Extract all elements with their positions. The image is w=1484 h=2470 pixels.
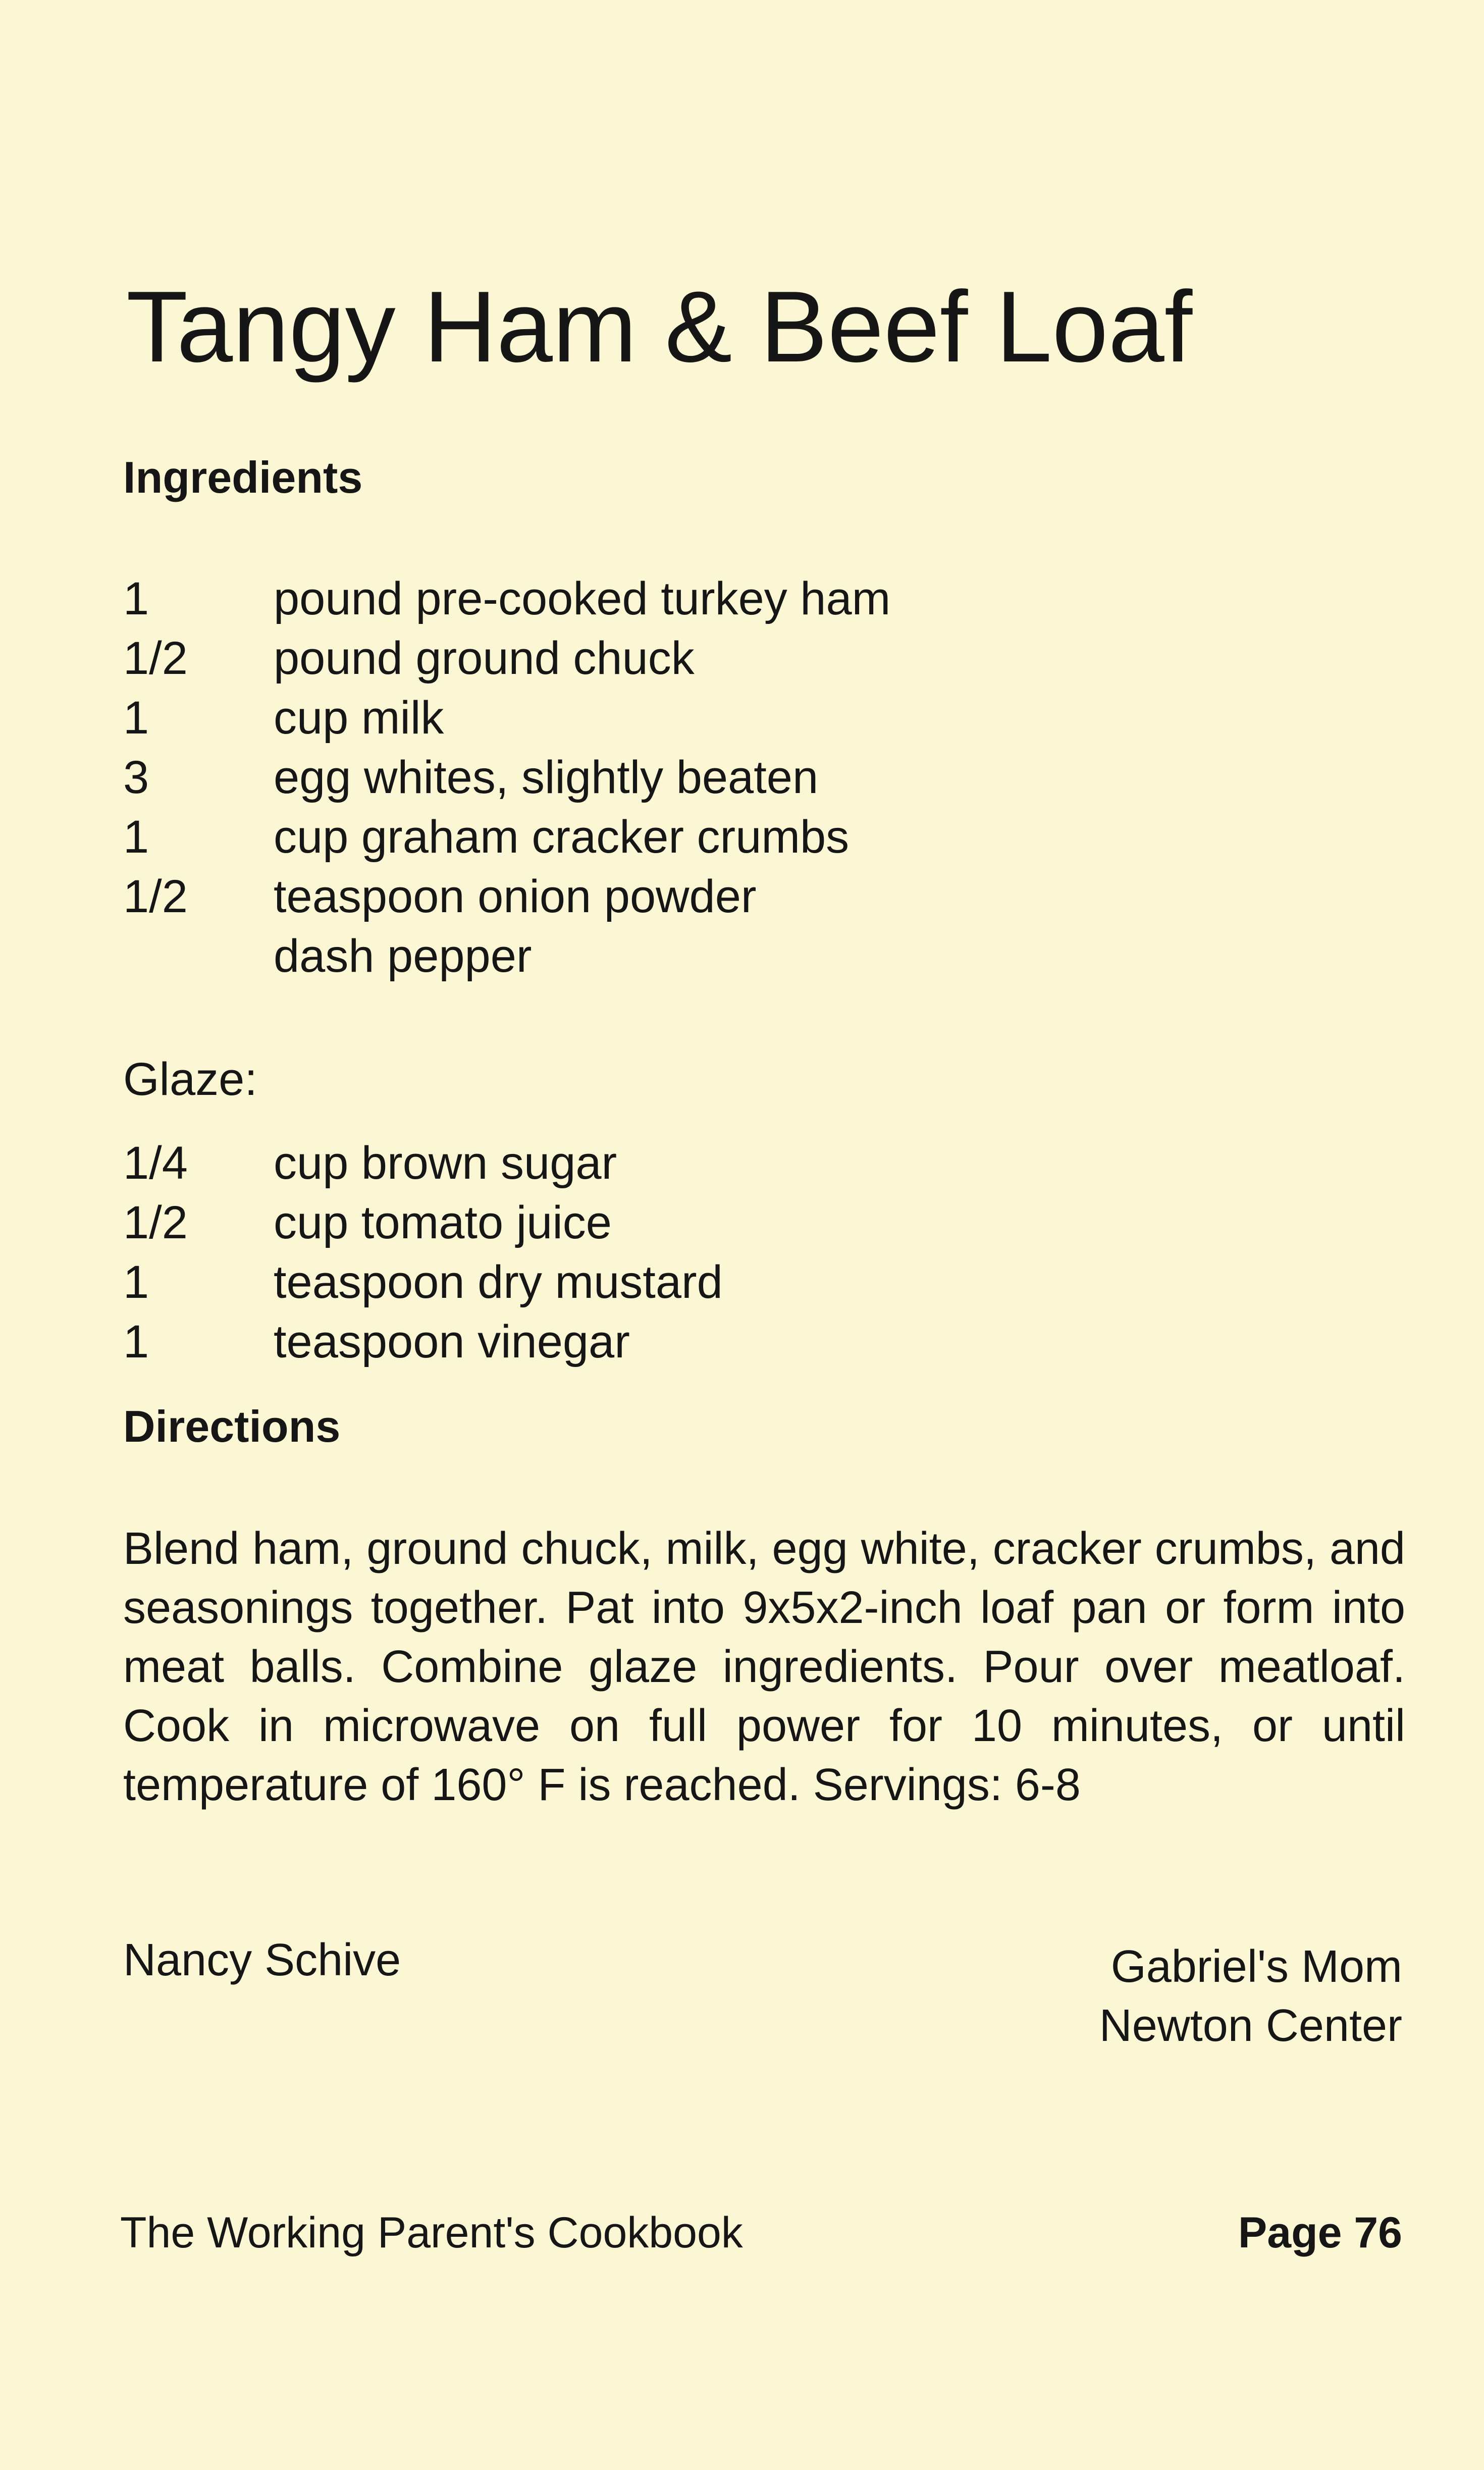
directions-text: Blend ham, ground chuck, milk, egg white, cracker crumbs, and seasonings together. Pat into 9x5x2-inch loaf pan or form into meat balls. Combine glaze ingredients. Pour over meatloaf. Cook in microwave on full power for 10 minutes, or until temperature of 160° F is reached. Servings: 6-8 [123,1523,1405,1810]
footer-page-number: Page 76 [1238,2209,1402,2257]
ingredient-quantity: 3 [123,752,149,803]
glaze-item: teaspoon vinegar [274,1316,630,1368]
ingredient-item: teaspoon onion powder [274,871,757,922]
glaze-quantity: 1/2 [123,1197,188,1248]
contributor-location: Newton Center [1099,2001,1402,2051]
ingredient-item: cup graham cracker crumbs [274,811,850,863]
ingredient-quantity: 1 [123,692,149,744]
ingredient-item: pound ground chuck [274,633,695,684]
ingredient-quantity: 1/2 [123,871,188,922]
directions-heading: Directions [123,1401,341,1451]
contributor-name: Nancy Schive [123,1935,401,1985]
contributor-info [1099,1937,1402,2056]
glaze-label: Glaze: [123,1054,257,1105]
ingredient-item: pound pre-cooked turkey ham [274,573,891,624]
ingredient-quantity: 1 [123,573,149,624]
footer-book-title: The Working Parent's Cookbook [120,2209,743,2257]
ingredient-quantity: 1/2 [123,633,188,684]
glaze-item: teaspoon dry mustard [274,1256,723,1308]
glaze-item: cup tomato juice [274,1197,612,1248]
ingredient-quantity: 1 [123,811,149,863]
ingredient-item: dash pepper [274,930,532,982]
glaze-quantity: 1 [123,1256,149,1308]
recipe-title: Tangy Ham & Beef Loaf [126,271,1193,383]
contributor-relation: Gabriel's Mom [1110,1941,1402,1992]
ingredient-item: egg whites, slightly beaten [274,752,819,803]
glaze-quantity: 1/4 [123,1137,188,1189]
glaze-item: cup brown sugar [274,1137,617,1189]
glaze-quantity: 1 [123,1316,149,1368]
ingredient-item: cup milk [274,692,444,744]
ingredients-heading: Ingredients [123,452,363,502]
